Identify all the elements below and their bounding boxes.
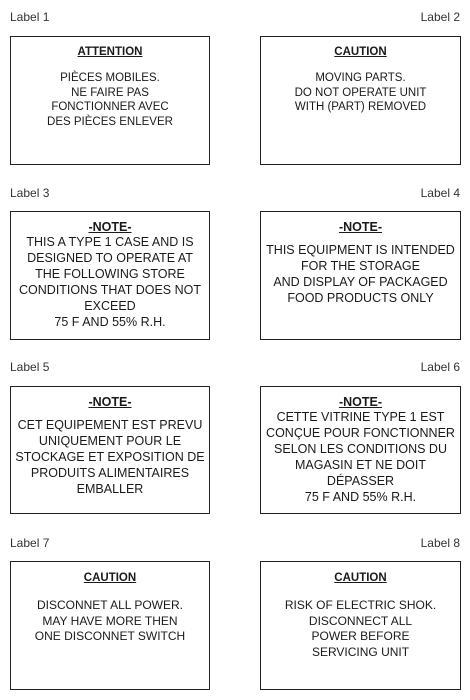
label-2-text [261, 71, 460, 115]
label-4-line: AND DISPLAY OF PACKAGED [273, 275, 448, 289]
label-4-caption: Label 4 [420, 186, 460, 200]
label-1-text [11, 71, 209, 129]
label-3-box [10, 211, 210, 340]
label-6-line: MAGASIN ET NE DOIT [294, 458, 427, 472]
label-3-heading: -NOTE- [88, 220, 132, 234]
label-5-line: UNIQUEMENT POUR LE [38, 434, 182, 448]
label-1-box [10, 36, 210, 165]
label-4-line: FOOD PRODUCTS ONLY [287, 291, 434, 305]
label-2-heading: CAUTION [334, 46, 387, 58]
label-5-caption: Label 5 [10, 360, 50, 374]
label-2-line: DO NOT OPERATE UNIT [294, 86, 427, 99]
label-7-text [11, 598, 209, 645]
label-5-heading: -NOTE- [88, 395, 132, 409]
label-1-caption: Label 1 [10, 10, 50, 24]
label-8-line: RISK OF ELECTRIC SHOK. [284, 598, 437, 612]
label-7-line: ONE DISCONNET SWITCH [34, 629, 186, 643]
label-5-line: CET EQUIPEMENT EST PREVU [17, 418, 203, 432]
label-7-heading: CAUTION [83, 572, 137, 584]
label-4-line: FOR THE STORAGE [300, 259, 420, 273]
label-6-line: 75 F AND 55% R.H. [304, 490, 417, 504]
label-7-line: DISCONNET ALL POWER. [36, 598, 184, 612]
label-4-box [260, 211, 461, 340]
label-3-text [11, 234, 209, 330]
label-4-heading: -NOTE- [338, 220, 383, 234]
label-3-line: THIS A TYPE 1 CASE AND IS [26, 235, 194, 249]
label-6-line: SELON LES CONDITIONS DU [274, 442, 447, 456]
label-7-box [10, 561, 210, 690]
label-8-line: SERVICING UNIT [311, 644, 410, 659]
label-4-line: THIS EQUIPMENT IS INTENDED [266, 243, 455, 257]
label-2-caption: Label 2 [420, 10, 460, 24]
label-8-heading: CAUTION [334, 572, 387, 584]
label-6-box [260, 386, 461, 514]
label-3-line: DESIGNED TO OPERATE AT [27, 251, 193, 265]
label-1-line: PIÈCES MOBILES. [60, 72, 160, 84]
label-5-line: PRODUITS ALIMENTAIRES [30, 466, 190, 480]
label-7-line: MAY HAVE MORE THEN [42, 613, 178, 628]
label-6-line: DÉPASSER [326, 474, 395, 488]
label-3-line: CONDITIONS THAT DOES NOT [19, 283, 201, 297]
label-1-line: FONCTIONNER AVEC [51, 101, 169, 113]
label-6-caption: Label 6 [420, 360, 460, 374]
label-8-text [261, 598, 460, 660]
label-1-heading: ATTENTION [77, 46, 143, 58]
label-3-line: THE FOLLOWING STORE [35, 267, 185, 281]
label-8-line: DISCONNECT ALL [308, 613, 413, 628]
label-8-caption: Label 8 [420, 536, 460, 550]
label-8-box [260, 561, 461, 690]
label-8-line: POWER BEFORE [311, 629, 410, 643]
label-5-line: STOCKAGE ET EXPOSITION DE [15, 450, 205, 464]
label-2-line: WITH (PART) REMOVED [294, 101, 427, 113]
label-6-heading: -NOTE- [338, 395, 383, 409]
label-6-text [261, 409, 460, 505]
label-1-line: DES PIÈCES ENLEVER [47, 115, 173, 128]
label-6-line: CONÇUE POUR FONCTIONNER [266, 426, 455, 440]
label-1-line: NE FAIRE PAS [71, 86, 149, 99]
label-5-box [10, 386, 210, 514]
label-7-caption: Label 7 [10, 536, 50, 550]
label-4-text [261, 242, 460, 306]
label-3-line: EXCEED [84, 299, 136, 313]
label-3-line: 75 F AND 55% R.H. [54, 315, 166, 329]
label-2-box [260, 36, 461, 165]
label-6-line: CETTE VITRINE TYPE 1 EST [276, 410, 445, 424]
label-5-text [11, 417, 209, 497]
label-5-line: EMBALLER [76, 482, 144, 496]
label-3-caption: Label 3 [10, 186, 50, 200]
label-2-line: MOVING PARTS. [315, 72, 406, 84]
